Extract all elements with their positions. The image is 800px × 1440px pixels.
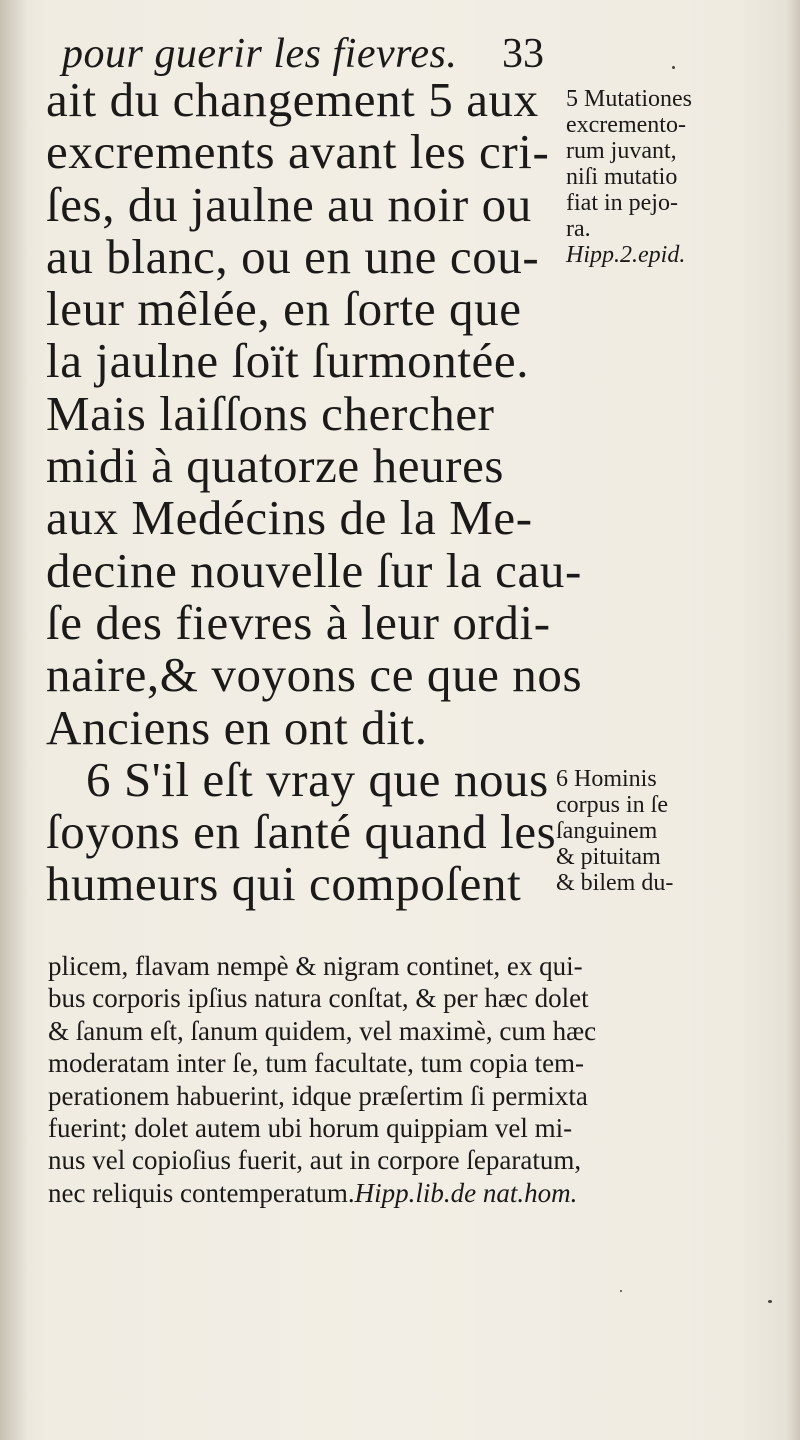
text-line: au blanc, ou en une cou- <box>46 228 540 284</box>
marginal-note-5 <box>566 86 692 268</box>
text-line: midi à quatorze heures <box>46 438 505 494</box>
page-edge-shadow <box>786 0 800 1440</box>
paper-speck <box>672 66 675 69</box>
footnote-line: fuerint; dolet autem ubi horum quippiam vel mi- <box>48 1112 573 1143</box>
note-reference: Hipp.2.epid. <box>566 242 686 268</box>
main-text <box>46 72 583 912</box>
footnote-line: & ſanum eſt, ſanum quidem, vel maximè, cum hæc <box>48 1015 597 1046</box>
note-line: & bilem du- <box>556 870 674 896</box>
footnote-text: nec reliquis contemperatum. <box>48 1177 355 1208</box>
paper-speck <box>620 1290 622 1292</box>
footnote-reference: Hipp.lib.de nat.hom. <box>354 1177 578 1208</box>
marginal-note-6 <box>556 766 673 896</box>
text-line: ſoyons en ſanté quand les <box>46 804 557 860</box>
text-line: 6 S'il eſt vray que nous <box>86 751 549 807</box>
running-head: pour guerir les fievres. <box>62 31 458 77</box>
note-line: niſi mutatio <box>566 164 678 190</box>
paper-speck <box>768 1300 772 1303</box>
note-line: 5 Mutationes <box>566 86 692 112</box>
note-line: rum juvant, <box>566 138 677 164</box>
page-number: 33 <box>502 31 544 77</box>
footnote-line <box>48 1177 760 1209</box>
footnote <box>48 950 760 1209</box>
note-line: 6 Hominis <box>556 766 657 792</box>
note-line: ſanguinem <box>556 818 658 844</box>
note-line: fiat in pejo- <box>566 190 678 216</box>
text-line: Anciens en ont dit. <box>46 699 428 755</box>
text-line: aux Medécins de la Me- <box>46 490 533 546</box>
footnote-line: perationem habuerint, idque præſertim ſi permixta <box>48 1080 588 1111</box>
text-line: Mais laiſſons chercher <box>46 385 495 441</box>
text-line: la jaulne ſoït ſurmontée. <box>46 333 530 389</box>
footnote-line: plicem, flavam nempè & nigram continet, ex qui- <box>48 951 583 981</box>
text-line: ſe des fievres à leur ordi- <box>46 594 551 650</box>
note-line: ra. <box>566 216 591 242</box>
text-line: excrements avant les cri- <box>46 124 550 180</box>
text-line: leur mêlée, en ſorte que <box>46 281 522 337</box>
note-line: & pituitam <box>556 844 661 870</box>
note-line: excremento- <box>566 112 686 138</box>
text-line: naire,& voyons ce que nos <box>46 647 583 703</box>
text-line: ſes, du jaulne au noir ou <box>46 176 532 232</box>
footnote-line: nus vel copioſius fuerit, aut in corpore ſeparatum, <box>48 1145 582 1176</box>
text-line: humeurs qui compoſent <box>46 856 522 912</box>
text-line: decine nouvelle ſur la cau- <box>46 542 582 598</box>
footnote-line: bus corporis ipſius natura conſtat, & per hæc dolet <box>48 983 589 1014</box>
footnote-line: moderatam inter ſe, tum facultate, tum copia tem- <box>48 1048 585 1079</box>
gutter-shadow <box>0 0 28 1440</box>
note-line: corpus in ſe <box>556 792 668 818</box>
text-line: ait du changement 5 aux <box>46 72 539 127</box>
